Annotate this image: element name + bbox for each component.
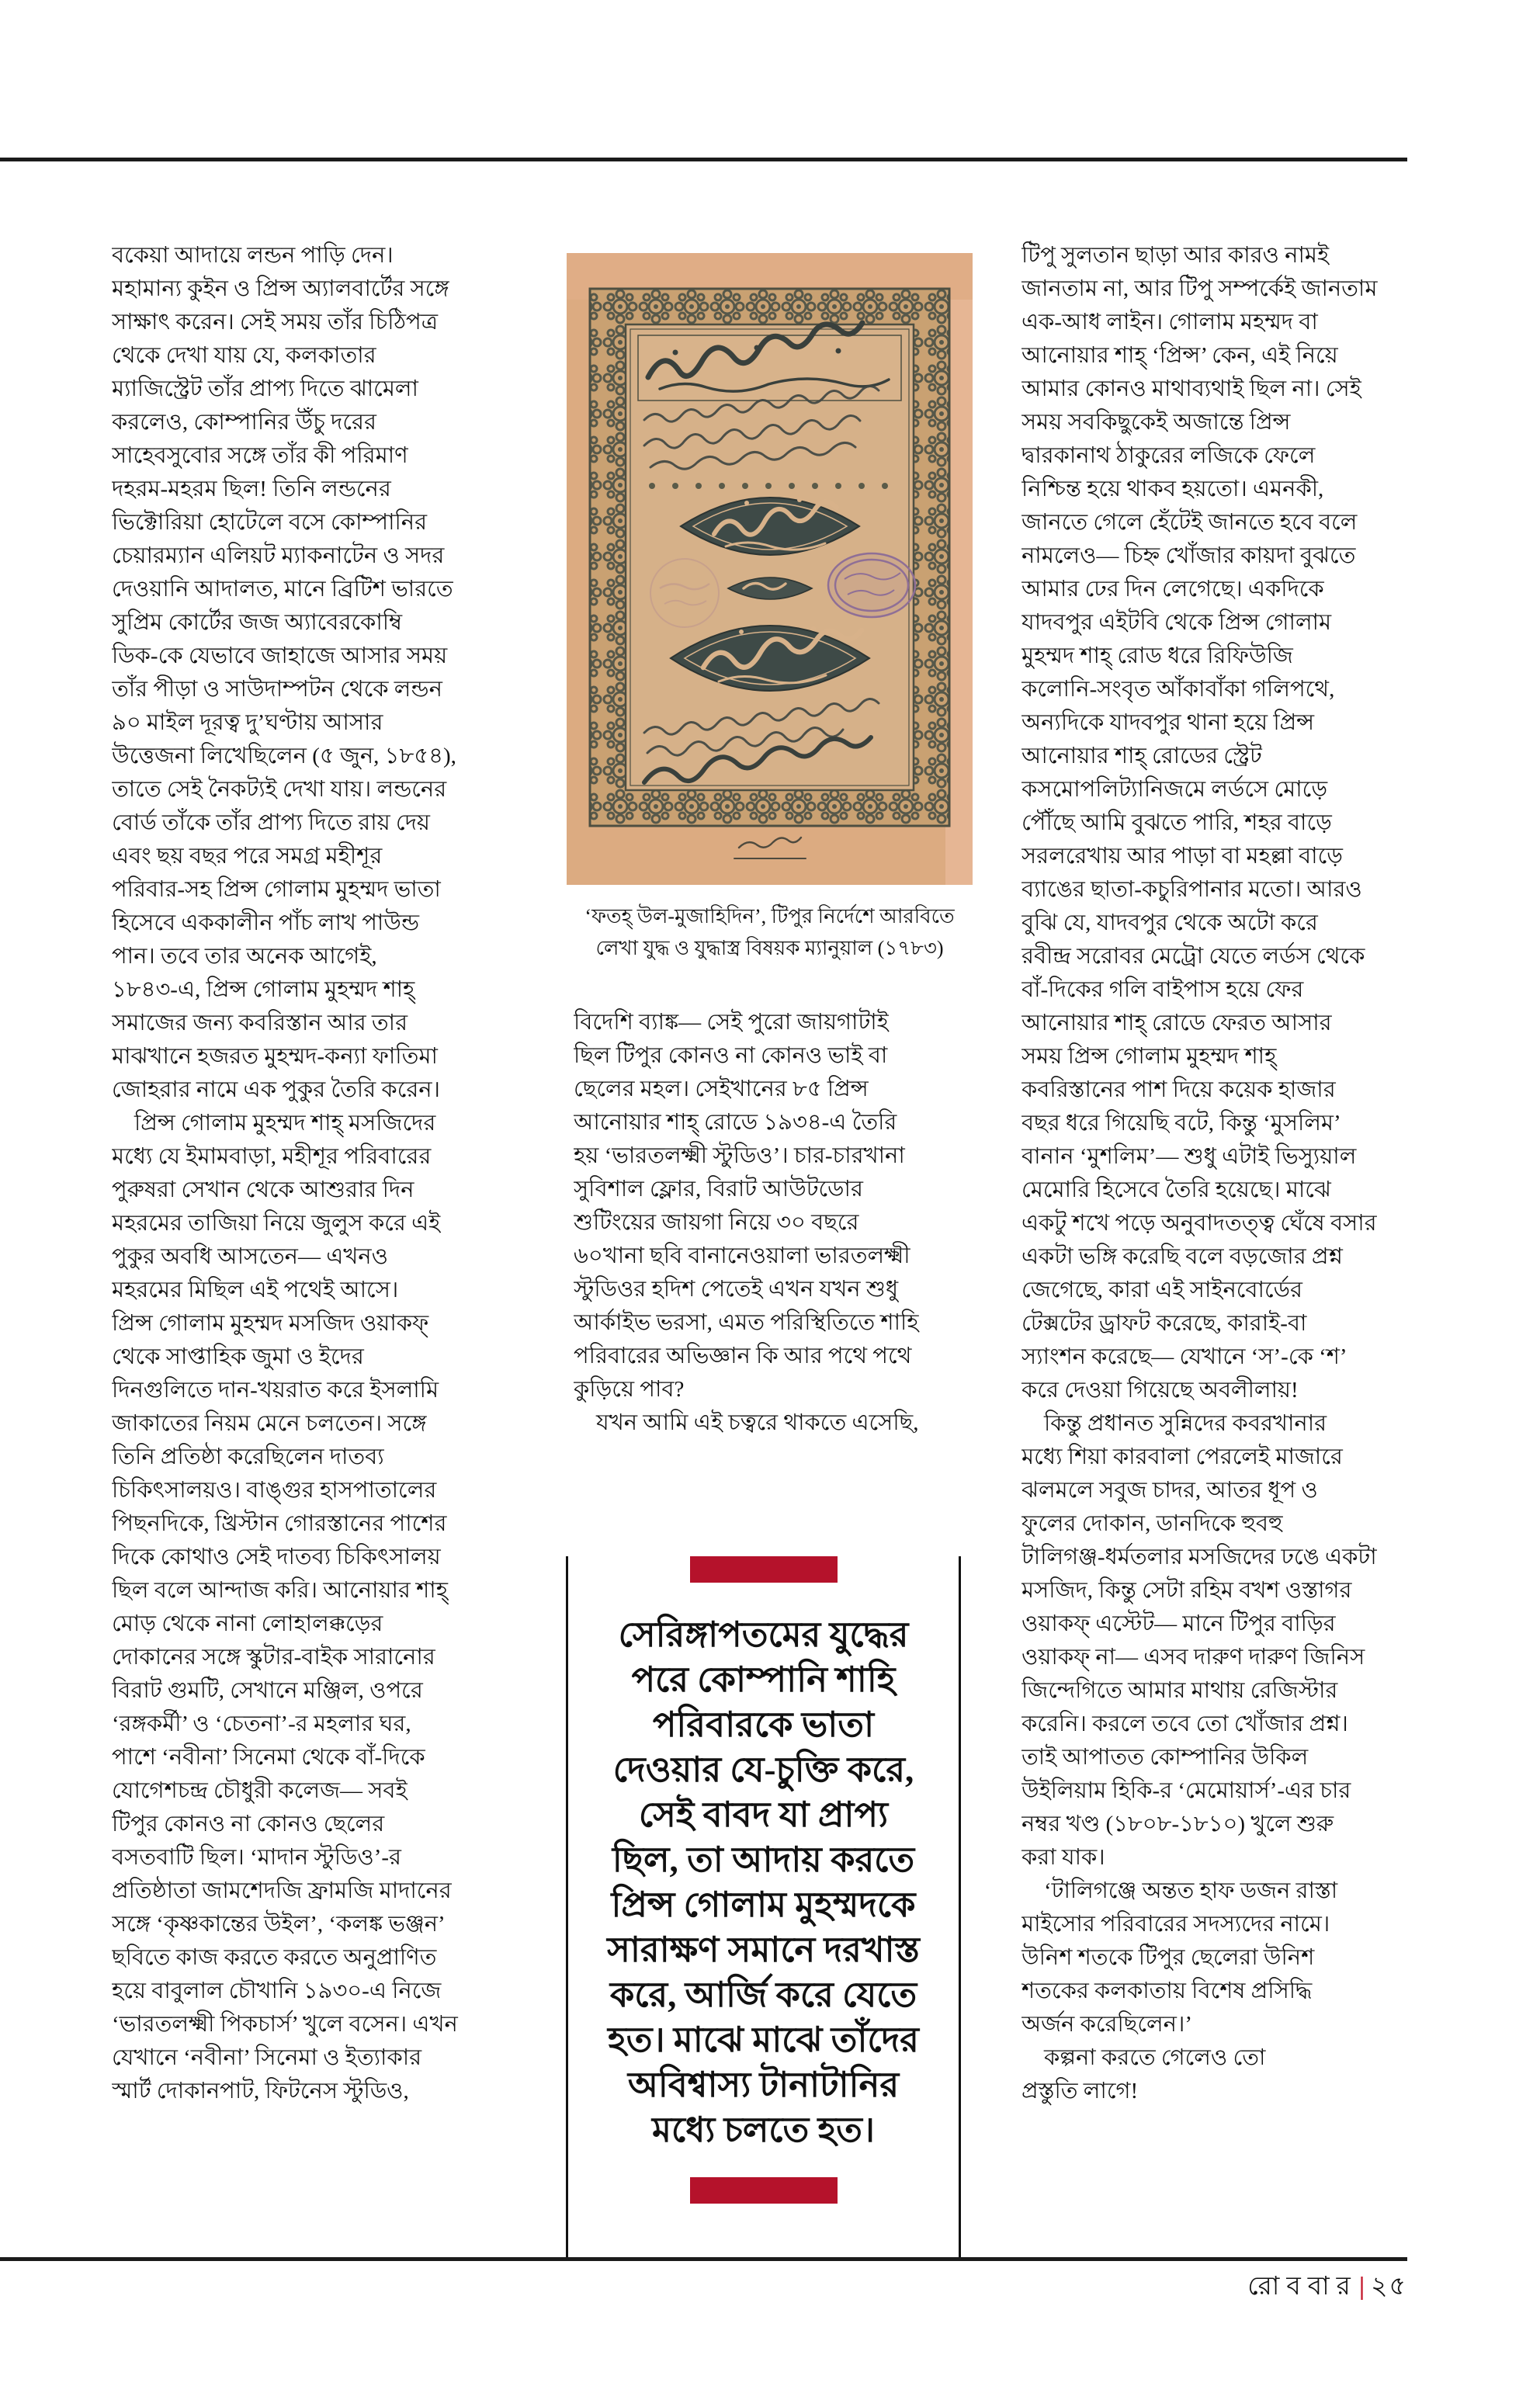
text-line: ব্যাঙের ছাতা-কচুরিপানার মতো। আরও [1021, 877, 1362, 902]
text-line: শুটিংয়ের জায়গা নিয়ে ৩০ বছরে [574, 1210, 859, 1235]
text-line: যোগেশচন্দ্র চৌধুরী কলেজ— সবই [112, 1778, 408, 1803]
text-line: করা যাক। [1021, 1845, 1105, 1870]
text-line: ম্যাজিস্ট্রেট তাঁর প্রাপ্য দিতে ঝামেলা [112, 376, 418, 401]
text-line: পৌঁছে আমি বুঝতে পারি, শহর বাড়ে [1021, 810, 1332, 835]
text-line: ওয়াকফ্ না— এসব দারুণ দারুণ জিনিস [1021, 1645, 1365, 1670]
caption-line: ‘ফতহ্ উল-মুজাহিদিন’, টিপুর নির্দেশে আরবিতে [584, 905, 955, 928]
text-line: উইলিয়াম হিকি-র ‘মেমোয়ার্স’-এর চার [1021, 1778, 1351, 1803]
caption-line: লেখা যুদ্ধ ও যুদ্ধাস্ত্র বিষয়ক ম্যানুয়াল (১৭৮৩) [595, 937, 944, 959]
text-line: বোর্ড তাঁকে তাঁর প্রাপ্য দিতে রায় দেয় [112, 810, 431, 835]
text-line: ছিল টিপুর কোনও না কোনও ভাই বা [574, 1043, 888, 1068]
text-line: জাকাতের নিয়ম মেনে চলতেন। সঙ্গে [112, 1411, 427, 1436]
text-line: ‘রঙ্গকর্মী’ ও ‘চেতনা’-র মহলার ঘর, [112, 1712, 411, 1736]
text-line: টেক্সটের ড্রাফট করেছে, কারাই-বা [1021, 1311, 1307, 1336]
text-line: বাঁ-দিকের গলি বাইপাস হয়ে ফের [1021, 977, 1304, 1002]
text-line: মোড় থেকে নানা লোহালক্কড়ের [112, 1611, 383, 1636]
text-line: তিনি প্রতিষ্ঠা করেছিলেন দাতব্য [112, 1444, 384, 1469]
text-line: আনোয়ার শাহ্ রোডে ফেরত আসার [1021, 1011, 1332, 1035]
text-line: পুকুর অবধি আসতেন— এখনও [112, 1244, 388, 1269]
text-line: করেনি। করলে তবে তো খোঁজার প্রশ্ন। [1021, 1712, 1348, 1736]
pull-quote-top-bar [690, 1556, 838, 1583]
text-line: টিপু সুলতান ছাড়া আর কারও নামই [1021, 243, 1330, 268]
text-line: নামলেও— চিহ্ন খোঁজার কায়দা বুঝতে [1021, 543, 1356, 568]
text-line: করে দেওয়া গিয়েছে অবলীলায়! [1021, 1378, 1299, 1403]
text-line: একটু শখে পড়ে অনুবাদতত্ত্ব ঘেঁষে বসার [1021, 1211, 1377, 1236]
magazine-name: রোববার [1247, 2273, 1358, 2301]
pull-quote-line: দেওয়ার যে-চুক্তি করে, [612, 1750, 914, 1789]
text-line: হয় ‘ভারতলক্ষ্মী স্টুডিও’। চার-চারখানা [574, 1143, 905, 1168]
text-line: মাইসোর পরিবারের সদস্যদের নামে। [1021, 1912, 1330, 1937]
text-line: যেখানে ‘নবীনা’ সিনেমা ও ইত্যাকার [112, 2045, 422, 2070]
text-line: প্রস্তুতি লাগে! [1021, 2079, 1139, 2103]
text-line: স্যাংশন করেছে— যেখানে ‘স’-কে ‘শ’ [1021, 1344, 1348, 1369]
text-line: পিছনদিকে, খ্রিস্টান গোরস্তানের পাশের [112, 1511, 447, 1536]
text-line: শতকের কলকাতায় বিশেষ প্রসিদ্ধি [1021, 1979, 1313, 2003]
text-line: আমার ঢের দিন লেগেছে। একদিকে [1021, 577, 1324, 602]
text-line: সাক্ষাৎ করেন। সেই সময় তাঁর চিঠিপত্র [112, 310, 439, 335]
text-line: আনোয়ার শাহ্ রোডে ১৯৩৪-এ তৈরি [574, 1110, 897, 1135]
text-line: চিকিৎসালয়ও। বাঙ্গুর হাসপাতালের [112, 1478, 437, 1503]
text-line: বিদেশি ব্যাঙ্ক— সেই পুরো জায়গাটাই [574, 1010, 889, 1035]
text-line: দিনগুলিতে দান-খয়রাত করে ইসলামি [112, 1378, 439, 1403]
text-line: আনোয়ার শাহ্ ‘প্রিন্স’ কেন, এই নিয়ে [1021, 343, 1338, 368]
pull-quote-line: হত। মাঝে মাঝে তাঁদের [608, 2020, 919, 2059]
text-line: উনিশ শতকে টিপুর ছেলেরা উনিশ [1021, 1945, 1315, 1970]
pull-quote-line: সেরিঙ্গাপতমের যুদ্ধের [618, 1615, 909, 1654]
manuscript-figure [567, 253, 973, 889]
pull-quote-line: সেই বাবদ যা প্রাপ্য [638, 1795, 889, 1834]
text-line: সাহেবসুবোর সঙ্গে তাঁর কী পরিমাণ [112, 443, 408, 468]
text-line: মহামান্য কুইন ও প্রিন্স অ্যালবার্টের সঙ্গে [112, 276, 449, 301]
footer-rule [0, 2257, 1407, 2261]
text-line: ‘ভারতলক্ষ্মী পিকচার্স’ খুলে বসেন। এখন [112, 2012, 458, 2037]
text-line: প্রিন্স গোলাম মুহম্মদ শাহ্ মসজিদের [112, 1111, 436, 1136]
text-line: টিপুর কোনও না কোনও ছেলের [112, 1812, 385, 1836]
article-column-left [112, 239, 504, 2108]
text-line: অন্যদিকে যাদবপুর থানা হয়ে প্রিন্স [1021, 710, 1315, 735]
text-line: পরিবার-সহ প্রিন্স গোলাম মুহম্মদ ভাতা [112, 877, 441, 902]
text-line: নম্বর খণ্ড (১৮০৮-১৮১০) খুলে শুরু [1021, 1812, 1334, 1836]
caption-lines [557, 900, 982, 964]
text-line: থেকে দেখা যায় যে, কলকাতার [112, 343, 376, 368]
text-line: মেমোরি হিসেবে তৈরি হয়েছে। মাঝে [1021, 1177, 1331, 1202]
text-line: কবরিস্তানের পাশ দিয়ে কয়েক হাজার [1021, 1077, 1336, 1102]
text-line: বকেয়া আদায়ে লন্ডন পাড়ি দেন। [112, 243, 394, 268]
text-line: কুড়িয়ে পাব? [574, 1377, 685, 1402]
text-line: ৬০খানা ছবি বানানেওয়ালা ভারতলক্ষ্মী [574, 1243, 910, 1268]
text-line: ভিক্টোরিয়া হোটেলে বসে কোম্পানির [112, 510, 428, 535]
text-line: বুঝি যে, যাদবপুর থেকে অটো করে [1021, 910, 1318, 935]
text-line: টালিগঞ্জ-ধর্মতলার মসজিদের ঢঙে একটা [1021, 1545, 1377, 1569]
text-line: মধ্যে শিয়া কারবালা পেরলেই মাজারে [1021, 1444, 1343, 1469]
page-number: ২৫ [1371, 2273, 1407, 2301]
pull-quote-line: পরে কোম্পানি শাহি [631, 1660, 896, 1699]
pull-quote-line: মধ্যে চলতে হত। [652, 2110, 875, 2149]
text-line: দেওয়ানি আদালত, মানে ব্রিটিশ ভারতে [112, 577, 453, 602]
text-line: ফুলের দোকান, ডানদিকে হুবহু [1021, 1511, 1283, 1536]
text-line: জানতে গেলে হেঁটেই জানতে হবে বলে [1021, 510, 1358, 535]
text-line: সময় প্রিন্স গোলাম মুহম্মদ শাহ্ [1021, 1044, 1277, 1069]
pull-quote [566, 1556, 961, 2257]
text-line: সঙ্গে ‘কৃষ্ণকান্তের উইল’, ‘কলঙ্ক ভঞ্জন’ [112, 1912, 446, 1937]
text-line: এক-আধ লাইন। গোলাম মহম্মদ বা [1021, 310, 1318, 335]
footer-folio [1247, 2270, 1407, 2304]
text-line: তাতে সেই নৈকট্যই দেখা যায়। লন্ডনের [112, 777, 447, 802]
text-lines [1021, 239, 1410, 2108]
text-line: আনোয়ার শাহ্ রোডের স্ট্রেট [1021, 744, 1262, 768]
figure-caption [557, 900, 982, 964]
text-line: মাঝখানে হজরত মুহম্মদ-কন্যা ফাতিমা [112, 1044, 438, 1069]
pull-quote-line: প্রিন্স গোলাম মুহম্মদকে [611, 1885, 916, 1924]
text-line: চেয়ারম্যান এলিয়ট ম্যাকনাটেন ও সদর [112, 543, 445, 568]
pull-quote-lines [568, 1612, 959, 2152]
text-line: প্রিন্স গোলাম মুহম্মদ মসজিদ ওয়াকফ্ [112, 1311, 428, 1336]
pull-quote-line: সারাক্ষণ সমানে দরখাস্ত [607, 1930, 920, 1969]
text-line: তাই আপাতত কোম্পানির উকিল [1021, 1745, 1309, 1770]
text-line: দিকে কোথাও সেই দাতব্য চিকিৎসালয় [112, 1545, 441, 1569]
text-line: জোহরার নামে এক পুকুর তৈরি করেন। [112, 1077, 440, 1102]
text-line: ছিল বলে আন্দাজ করি। আনোয়ার শাহ্ [112, 1578, 448, 1603]
top-rule [0, 158, 1407, 161]
text-line: উত্তেজনা লিখেছিলেন (৫ জুন, ১৮৫৪), [112, 744, 456, 768]
text-line: প্রতিষ্ঠাতা জামশেদজি ফ্রামজি মাদানের [112, 1878, 452, 1903]
text-line: এবং ছয় বছর পরে সমগ্র মহীশূর [112, 844, 383, 869]
text-line: স্মার্ট দোকানপাট, ফিটনেস স্টুডিও, [112, 2079, 409, 2103]
text-line: বিরাট গুমটি, সেখানে মঞ্জিল, ওপরে [112, 1678, 423, 1703]
text-line: ‘টালিগঞ্জে অন্তত হাফ ডজন রাস্তা [1021, 1878, 1338, 1903]
text-line: জিন্দেগিতে আমার মাথায় রেজিস্টার [1021, 1678, 1338, 1703]
text-line: পুরুষরা সেখান থেকে আশুরার দিন [112, 1177, 414, 1202]
text-line: যখন আমি এই চত্বরে থাকতে এসেছি, [574, 1410, 919, 1435]
text-line: হয়ে বাবুলাল চৌখানি ১৯৩০-এ নিজে [112, 1979, 442, 2003]
text-line: হিসেবে এককালীন পাঁচ লাখ পাউন্ড [112, 910, 420, 935]
text-line: সমাজের জন্য কবরিস্তান আর তার [112, 1011, 408, 1035]
text-line: বানান ‘মুশলিম’— শুধু এটাই ভিস্যুয়াল [1021, 1144, 1357, 1169]
text-line: ৯০ মাইল দূরত্ব দু’ঘণ্টায় আসার [112, 710, 383, 735]
text-line: সুবিশাল ফ্লোর, বিরাট আউটডোর [574, 1177, 863, 1202]
text-line: আর্কাইভ ভরসা, এমত পরিস্থিতিতে শাহি [574, 1310, 919, 1335]
text-line: ১৮৪৩-এ, প্রিন্স গোলাম মুহম্মদ শাহ্ [112, 977, 415, 1002]
text-line: একটা ভঙ্গি করেছি বলে বড়জোর প্রশ্ন [1021, 1244, 1343, 1269]
text-line: জেগেছে, কারা এই সাইনবোর্ডের [1021, 1278, 1302, 1302]
text-line: মহরমের মিছিল এই পথেই আসে। [112, 1278, 399, 1302]
text-line: দহরম-মহরম ছিল! তিনি লন্ডনের [112, 477, 391, 501]
text-line: দোকানের সঙ্গে স্কুটার-বাইক সারানোর [112, 1645, 435, 1670]
text-line: রবীন্দ্র সরোবর মেট্রো যেতে লর্ডস থেকে [1021, 944, 1365, 969]
pull-quote-line: করে, আর্জি করে যেতে [609, 1975, 917, 2014]
text-line: করলেও, কোম্পানির উঁচু দরের [112, 410, 376, 435]
text-line: সুপ্রিম কোর্টের জজ অ্যাবেরকোম্বি [112, 610, 403, 635]
text-line: কসমোপলিট্যানিজমে লর্ডসে মোড়ে [1021, 777, 1328, 802]
text-line: তাঁর পীড়া ও সাউদাম্পটন থেকে লন্ডন [112, 677, 442, 702]
text-line: থেকে সাপ্তাহিক জুমা ও ইদের [112, 1344, 364, 1369]
text-line: পরিবারের অভিজ্ঞান কি আর পথে পথে [574, 1344, 912, 1368]
pull-quote-bottom-bar [690, 2177, 838, 2204]
text-line: পান। তবে তার অনেক আগেই, [112, 944, 377, 969]
article-column-right [1021, 239, 1410, 2108]
pull-quote-line: পরিবারকে ভাতা [652, 1705, 875, 1744]
text-line: কিন্তু প্রধানত সুন্নিদের কবরখানার [1021, 1411, 1327, 1436]
text-line: ডিক-কে যেভাবে জাহাজে আসার সময় [112, 643, 448, 668]
text-line: পাশে ‘নবীনা’ সিনেমা থেকে বাঁ-দিকে [112, 1745, 425, 1770]
text-line: স্টুডিওর হদিশ পেতেই এখন যখন শুধু [574, 1277, 899, 1302]
text-lines [574, 1006, 962, 1440]
text-line: বছর ধরে গিয়েছি বটে, কিন্তু ‘মুসলিম’ [1021, 1111, 1341, 1136]
text-lines [112, 239, 504, 2108]
text-line: জানতাম না, আর টিপু সম্পর্কেই জানতাম [1021, 276, 1378, 301]
text-line: সরলরেখায় আর পাড়া বা মহল্লা বাড়ে [1021, 844, 1343, 869]
text-line: মধ্যে যে ইমামবাড়া, মহীশূর পরিবারের [112, 1144, 432, 1169]
text-line: অর্জন করেছিলেন।’ [1021, 2012, 1192, 2037]
text-line: যাদবপুর এইটবি থেকে প্রিন্স গোলাম [1021, 610, 1332, 635]
text-line: মহরমের তাজিয়া নিয়ে জুলুস করে এই [112, 1211, 441, 1236]
folio-separator: | [1358, 2273, 1365, 2301]
manuscript-image [567, 253, 973, 885]
text-line: কলোনি-সংবৃত আঁকাবাঁকা গলিপথে, [1021, 677, 1335, 702]
text-line: সময় সবকিছুকেই অজান্তে প্রিন্স [1021, 410, 1291, 435]
text-line: বসতবাটি ছিল। ‘মাদান স্টুডিও’-র [112, 1845, 402, 1870]
text-line: আমার কোনও মাথাব্যথাই ছিল না। সেই [1021, 376, 1361, 401]
text-line: ছেলের মহল। সেইখানের ৮৫ প্রিন্স [574, 1077, 869, 1101]
text-line: নিশ্চিন্ত হয়ে থাকব হয়তো। এমনকী, [1021, 477, 1324, 501]
pull-quote-line: অবিশ্বাস্য টানাটানির [627, 2065, 900, 2104]
text-line: ছবিতে কাজ করতে করতে অনুপ্রাণিত [112, 1945, 437, 1970]
text-line: দ্বারকানাথ ঠাকুরের লজিকে ফেলে [1021, 443, 1316, 468]
text-line: ওয়াকফ্ এস্টেট— মানে টিপুর বাড়ির [1021, 1611, 1336, 1636]
text-line: কল্পনা করতে গেলেও তো [1021, 2045, 1266, 2070]
pull-quote-line: ছিল, তা আদায় করতে [612, 1840, 915, 1879]
text-line: মসজিদ, কিন্তু সেটা রহিম বখশ ওস্তাগর [1021, 1578, 1352, 1603]
article-column-middle [574, 1006, 962, 1440]
text-line: মুহম্মদ শাহ্ রোড ধরে রিফিউজি [1021, 643, 1293, 668]
text-line: ঝলমলে সবুজ চাদর, আতর ধূপ ও [1021, 1478, 1318, 1503]
